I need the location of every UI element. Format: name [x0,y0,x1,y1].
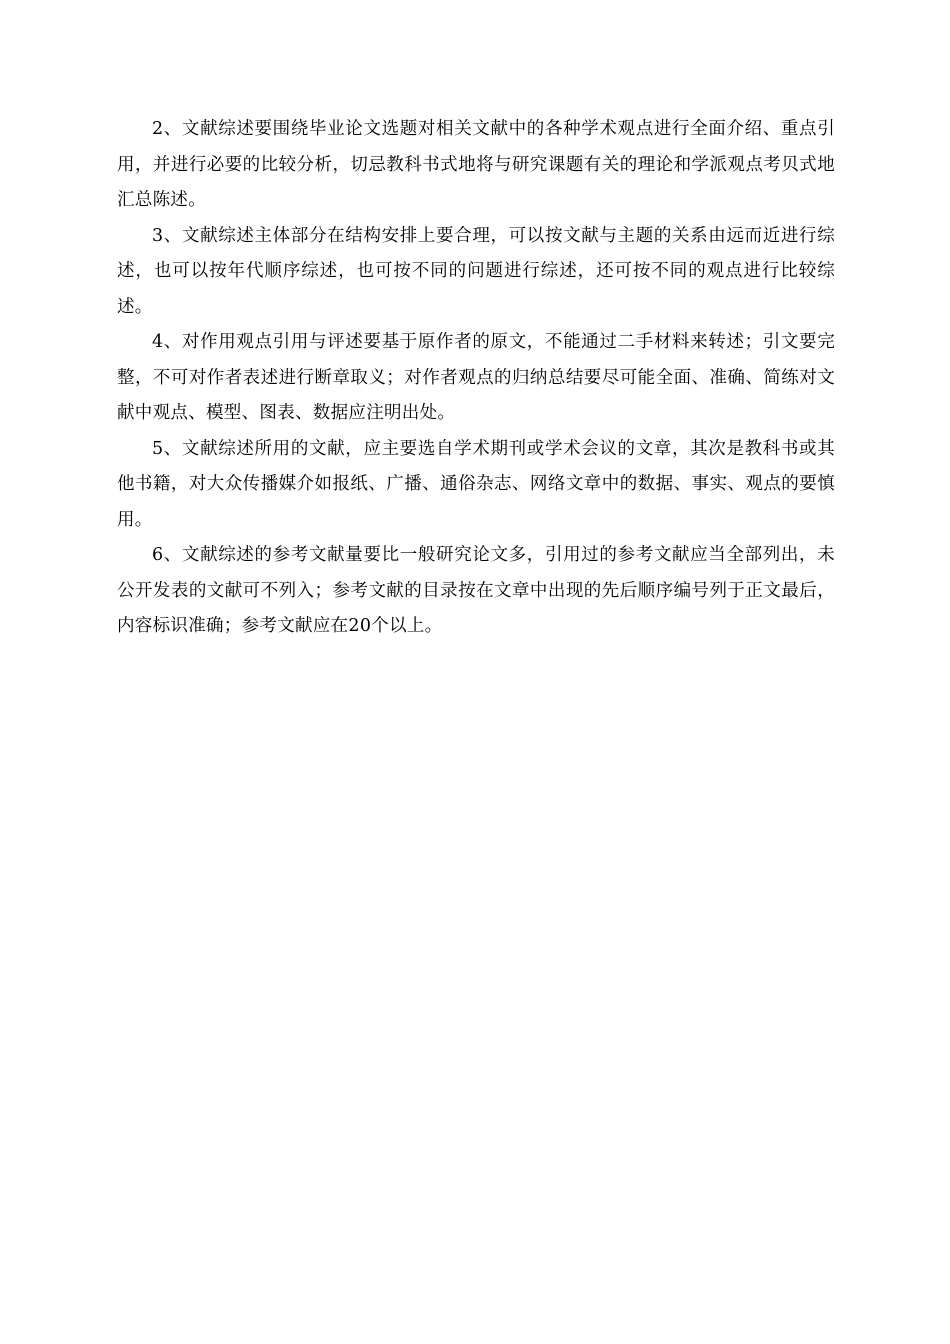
paragraph-item-5: 5、文献综述所用的文献，应主要选自学术期刊或学术会议的文章，其次是教科书或其他书籍，对大众传播媒介如报纸、广播、通俗杂志、网络文章中的数据、事实、观点的要慎用。 [117,438,835,530]
paragraph-item-4: 4、对作用观点引用与评述要基于原作者的原文，不能通过二手材料来转述；引文要完整，不可对作者表述进行断章取义；对作者观点的归纳总结要尽可能全面、准确、简练对文献中观点、模型、图表、数据应注明出处。 [117,332,835,423]
document-body [117,112,835,645]
paragraph-item-2: 2、文献综述要围绕毕业论文选题对相关文献中的各种学术观点进行全面介绍、重点引用，并进行必要的比较分析，切忌教科书式地将与研究课题有关的理论和学派观点考贝式地汇总陈述。 [117,119,835,210]
paragraph-item-6: 6、文献综述的参考文献量要比一般研究论文多，引用过的参考文献应当全部列出，未公开发表的文献可不列入；参考文献的目录按在文章中出现的先后顺序编号列于正文最后，内容标识准确；参考文献应在20个以上。 [117,545,835,636]
paragraph-item-3: 3、文献综述主体部分在结构安排上要合理，可以按文献与主题的关系由远而近进行综述，也可以按年代顺序综述，也可按不同的问题进行综述，还可按不同的观点进行比较综述。 [117,225,835,317]
